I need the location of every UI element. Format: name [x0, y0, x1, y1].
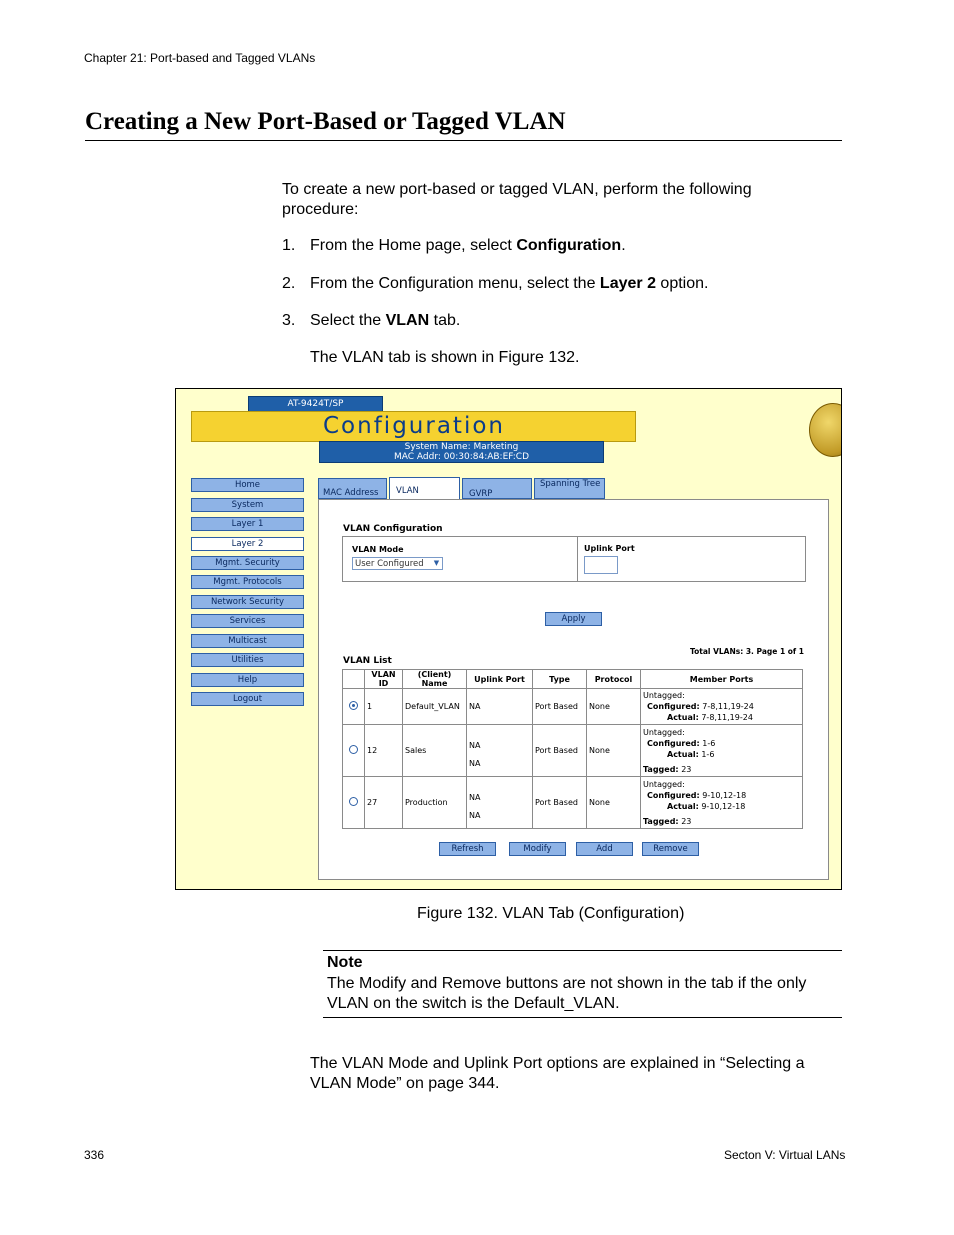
- actual-ports: 9-10,12-18: [701, 801, 746, 811]
- nav-services[interactable]: Services: [191, 614, 304, 628]
- uplink-port-untagged: NA: [469, 741, 481, 750]
- step-text-end: option.: [655, 275, 709, 292]
- tagged-label: Tagged:: [643, 764, 679, 774]
- apply-button[interactable]: Apply: [545, 612, 602, 626]
- tagged-line: [643, 816, 800, 827]
- page-number: 336: [84, 1148, 105, 1162]
- uplink-port-untagged: NA: [469, 793, 481, 802]
- vlan-name: Default_VLAN: [403, 689, 467, 725]
- vlan-type: Port Based: [533, 777, 587, 829]
- note-heading: Note: [327, 954, 363, 971]
- note-text: The Modify and Remove buttons are not shown in the tab if the only VLAN on the switch is the Default_VLAN.: [327, 975, 807, 1012]
- uplink-port: NA: [467, 689, 533, 725]
- column-header: (Client) Name: [403, 670, 467, 689]
- nav-home[interactable]: Home: [191, 478, 304, 492]
- untagged-label: Untagged:: [643, 727, 685, 737]
- column-header: VLAN ID: [365, 670, 403, 689]
- modify-button[interactable]: Modify: [509, 842, 566, 856]
- step-number: 2.: [282, 275, 296, 292]
- row-radio[interactable]: [349, 745, 358, 754]
- configured-line: [643, 701, 800, 712]
- add-button[interactable]: Add: [576, 842, 633, 856]
- banner-title: Configuration: [323, 413, 505, 439]
- nav-layer-2[interactable]: Layer 2: [191, 537, 304, 551]
- table-header-row: [343, 670, 803, 689]
- configured-ports: 7-8,11,19-24: [702, 702, 754, 711]
- total-vlans: Total VLANs: 3. Page 1 of 1: [690, 647, 805, 656]
- vlan-id: 1: [365, 689, 403, 725]
- table-row: [343, 777, 803, 829]
- refresh-button[interactable]: Refresh: [439, 842, 496, 856]
- remove-button[interactable]: Remove: [642, 842, 699, 856]
- nav-network-security[interactable]: Network Security: [191, 595, 304, 609]
- step-number: 3.: [282, 312, 296, 329]
- row-radio[interactable]: [349, 701, 358, 710]
- actual-ports: 7-8,11,19-24: [701, 713, 753, 722]
- member-ports: [641, 689, 803, 725]
- vlan-mode-select[interactable]: [352, 557, 443, 570]
- uplink-port: [467, 725, 533, 777]
- step-bold: Layer 2: [599, 275, 656, 292]
- tab-vlan[interactable]: VLAN: [389, 477, 460, 500]
- row-radio-cell[interactable]: [343, 689, 365, 725]
- row-radio-cell[interactable]: [343, 777, 365, 829]
- actual-ports: 1-6: [701, 749, 715, 759]
- title-rule: [85, 140, 842, 141]
- nav-system[interactable]: System: [191, 498, 304, 512]
- vlan-protocol: None: [587, 777, 641, 829]
- actual-line: [643, 801, 800, 812]
- column-header: Member Ports: [641, 670, 803, 689]
- step-text-end: .: [621, 237, 626, 254]
- tab-mac-address[interactable]: MAC Address: [318, 478, 387, 499]
- chevron-down-icon: ▼: [433, 559, 440, 567]
- vlan-type: Port Based: [533, 689, 587, 725]
- final-paragraph: The VLAN Mode and Uplink Port options are explained in “Selecting a VLAN Mode” on page 344.: [310, 1055, 805, 1092]
- uplink-port: [467, 777, 533, 829]
- vlan-mode-label: VLAN Mode: [352, 545, 404, 554]
- note-bottom-rule: [323, 1017, 842, 1018]
- system-name: System Name: Marketing: [404, 442, 519, 452]
- nav-utilities[interactable]: Utilities: [191, 653, 304, 667]
- untagged-label: Untagged:: [643, 691, 685, 700]
- vlan-list-title: VLAN List: [343, 656, 392, 666]
- step-3: [282, 311, 842, 331]
- configured-label: Configured:: [647, 738, 700, 748]
- member-ports: [641, 777, 803, 829]
- figure-intro: The VLAN tab is shown in Figure 132.: [310, 349, 580, 366]
- configured-ports: 9-10,12-18: [702, 790, 747, 800]
- table-row: [343, 689, 803, 725]
- step-bold: VLAN: [385, 312, 430, 329]
- tagged-label: Tagged:: [643, 816, 679, 826]
- nav-multicast[interactable]: Multicast: [191, 634, 304, 648]
- column-header: Protocol: [587, 670, 641, 689]
- actual-line: [643, 712, 800, 723]
- tab-spanning-tree[interactable]: Spanning Tree: [534, 478, 605, 499]
- step-text: From the Home page, select: [310, 237, 517, 254]
- vlan-mode-value: User Configured: [355, 559, 424, 569]
- nav-mgmt-protocols[interactable]: Mgmt. Protocols: [191, 575, 304, 589]
- vlan-protocol: None: [587, 725, 641, 777]
- globe-logo-icon: [809, 403, 842, 457]
- vlan-id: 12: [365, 725, 403, 777]
- uplink-port-tagged: NA: [469, 759, 481, 768]
- actual-label: Actual:: [667, 713, 699, 722]
- row-radio-cell[interactable]: [343, 725, 365, 777]
- table-row: [343, 725, 803, 777]
- configured-ports: 1-6: [702, 738, 716, 748]
- tagged-ports: 23: [681, 816, 692, 826]
- vlan-configuration-title: VLAN Configuration: [343, 524, 443, 534]
- vlan-id: 27: [365, 777, 403, 829]
- nav-logout[interactable]: Logout: [191, 692, 304, 706]
- step-text: From the Configuration menu, select the: [310, 275, 600, 292]
- column-header: Type: [533, 670, 587, 689]
- nav-help[interactable]: Help: [191, 673, 304, 687]
- actual-label: Actual:: [667, 749, 699, 759]
- step-number: 1.: [282, 237, 296, 254]
- member-ports: [641, 725, 803, 777]
- select-column-header: [343, 670, 365, 689]
- uplink-port-input[interactable]: [584, 556, 618, 574]
- step-text-end: tab.: [429, 312, 461, 329]
- untagged-label: Untagged:: [643, 779, 685, 789]
- step-2: [282, 274, 842, 294]
- step-1: [282, 236, 842, 256]
- figure-caption: Figure 132. VLAN Tab (Configuration): [417, 905, 685, 922]
- footer-section: Secton V: Virtual LANs: [724, 1148, 846, 1162]
- section-title: Creating a New Port-Based or Tagged VLAN: [85, 108, 566, 135]
- nav-mgmt-security[interactable]: Mgmt. Security: [191, 556, 304, 570]
- vlan-name: Sales: [403, 725, 467, 777]
- intro-paragraph: To create a new port-based or tagged VLAN, perform the following procedure:: [282, 181, 752, 218]
- step-bold: Configuration: [516, 237, 622, 254]
- configured-label: Configured:: [647, 790, 700, 800]
- column-header: Uplink Port: [467, 670, 533, 689]
- step-text: Select the: [310, 312, 386, 329]
- configuration-banner: [191, 411, 636, 442]
- vlan-list-table: [342, 669, 803, 829]
- configured-line: [643, 790, 800, 801]
- system-info-box: [319, 441, 604, 463]
- vlan-protocol: None: [587, 689, 641, 725]
- configured-label: Configured:: [647, 702, 700, 711]
- tagged-line: [643, 764, 800, 775]
- tab-gvrp[interactable]: GVRP: [462, 478, 532, 499]
- row-radio[interactable]: [349, 797, 358, 806]
- divider: [577, 537, 578, 581]
- uplink-port-label: Uplink Port: [584, 544, 635, 553]
- mac-address: MAC Addr: 00:30:84:AB:EF:CD: [394, 452, 529, 462]
- note-top-rule: [323, 950, 842, 951]
- actual-line: [643, 749, 800, 760]
- vlan-type: Port Based: [533, 725, 587, 777]
- vlan-tab-figure: [175, 388, 842, 890]
- uplink-port-tagged: NA: [469, 811, 481, 820]
- model-label: AT-9424T/SP: [248, 396, 383, 412]
- vlan-name: Production: [403, 777, 467, 829]
- configured-line: [643, 738, 800, 749]
- running-header: Chapter 21: Port-based and Tagged VLANs: [84, 51, 316, 65]
- tagged-ports: 23: [681, 764, 692, 774]
- actual-label: Actual:: [667, 801, 699, 811]
- nav-layer-1[interactable]: Layer 1: [191, 517, 304, 531]
